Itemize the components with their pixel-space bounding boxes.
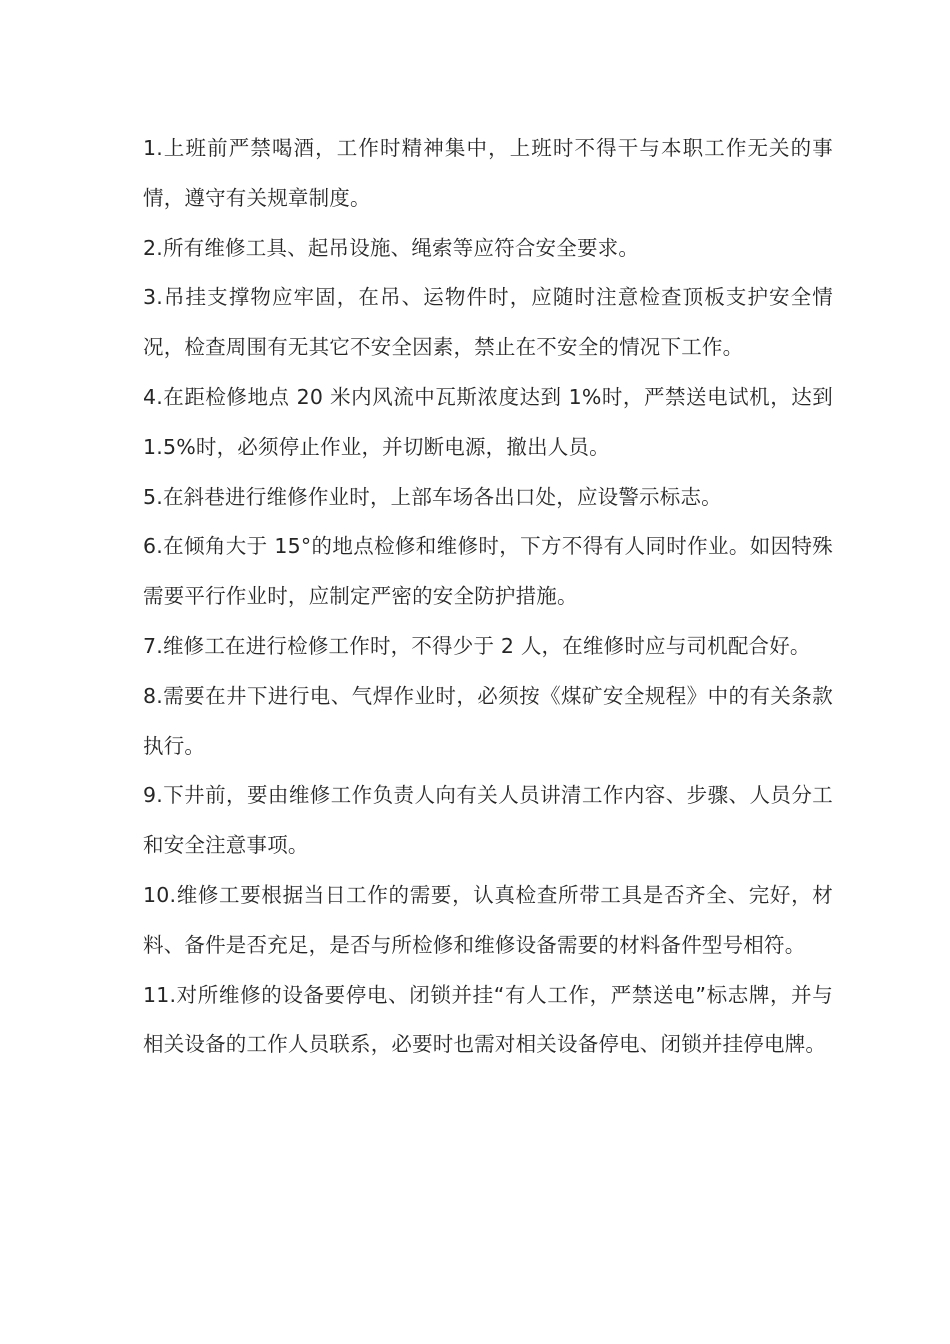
rule-item: 7.维修工在进行检修工作时，不得少于 2 人，在维修时应与司机配合好。 — [143, 633, 811, 658]
rule-item: 3.吊挂支撑物应牢固，在吊、运物件时，应随时注意检查顶板支护安全情况，检查周围有无其它不安全因素，禁止在不安全的情况下工作。 — [143, 285, 833, 360]
rule-item: 4.在距检修地点 20 米内风流中瓦斯浓度达到 1%时，严禁送电试机，达到 1.5%时，必须停止作业，并切断电源，撤出人员。 — [143, 384, 833, 459]
rule-item: 8.需要在井下进行电、气焊作业时，必须按《煤矿安全规程》中的有关条款执行。 — [143, 683, 833, 758]
rule-item: 2.所有维修工具、起吊设施、绳索等应符合安全要求。 — [143, 235, 640, 260]
rule-item: 10.维修工要根据当日工作的需要，认真检查所带工具是否齐全、完好，材料、备件是否充足，是否与所检修和维修设备需要的材料备件型号相符。 — [143, 882, 833, 957]
rule-item: 11.对所维修的设备要停电、闭锁并挂“有人工作，严禁送电”标志牌，并与相关设备的工作人员联系，必要时也需对相关设备停电、闭锁并挂停电牌。 — [143, 982, 833, 1057]
rules-list — [143, 124, 833, 1070]
rule-item: 9.下井前，要由维修工作负责人向有关人员讲清工作内容、步骤、人员分工和安全注意事项。 — [143, 783, 833, 858]
rule-item: 6.在倾角大于 15°的地点检修和维修时，下方不得有人同时作业。如因特殊需要平行作业时，应制定严密的安全防护措施。 — [143, 534, 833, 609]
rule-item: 5.在斜巷进行维修作业时，上部车场各出口处，应设警示标志。 — [143, 484, 722, 509]
rule-item: 1.上班前严禁喝酒，工作时精神集中，上班时不得干与本职工作无关的事情，遵守有关规章制度。 — [143, 136, 833, 210]
